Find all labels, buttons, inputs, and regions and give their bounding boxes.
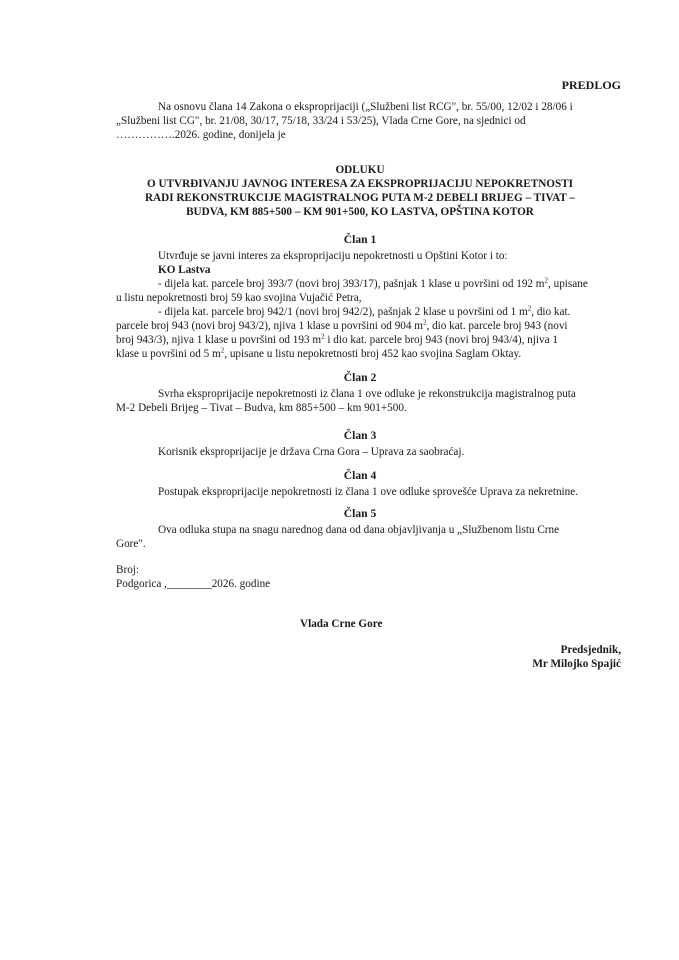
clan-2-line-1: Svrha eksproprijacije nepokretnosti iz člana 1 ove odluke je rekonstrukcija magistralnog puta: [158, 388, 576, 400]
preamble-line-3: …………….2026. godine, donijela je: [116, 129, 286, 141]
decision-title: [100, 163, 620, 219]
clan-1-heading: Član 1: [343, 233, 377, 246]
parcel-item-2g: klase u površini od 5 m: [116, 348, 221, 360]
predlog-label: PREDLOG: [561, 78, 621, 92]
parcel-item-1a: - dijela kat. parcele broj 393/7 (novi broj 393/17), pašnjak 1 klase u površini od 192 m: [158, 278, 545, 290]
sup: 2: [422, 318, 427, 327]
sup: 2: [544, 276, 549, 285]
clan-2-line-2: M-2 Debeli Brijeg – Tivat – Budva, km 885+500 – km 901+500.: [116, 402, 407, 414]
parcel-item-2f: i dio kat. parcele broj 943 (novi broj 943/4), njiva 1: [324, 334, 558, 346]
preamble-line-2: „Službeni list CG", br. 21/08, 30/17, 75/18, 33/24 i 53/25), Vlada Crne Gore, na sjednici od: [116, 115, 526, 127]
parcel-item-2a: - dijela kat. parcele broj 942/1 (novi broj 942/2), pašnjak 2 klase u površini od 1 m: [158, 306, 528, 318]
clan-4-line-1: Postupak eksproprijacije nepokretnosti iz člana 1 ove odluke sprovešće Uprava za nekretnine.: [158, 486, 579, 498]
signatory-name: Mr Milojko Spajić: [532, 658, 621, 670]
parcel-item-1b: , upisane: [548, 278, 588, 290]
ko-lastva: KO Lastva: [158, 264, 211, 276]
parcel-item-2c: parcele broj 943 (novi broj 943/2), njiva 1 klase u površini od 904 m: [116, 320, 423, 332]
sup: 2: [220, 346, 225, 355]
clan-1-body: [116, 249, 606, 361]
clan-5-line-2: Gore".: [116, 538, 146, 550]
parcel-item-1c: u listu nepokretnosti broj 59 kao svojina Vujačić Petra,: [116, 292, 362, 304]
title-line-1: ODLUKU: [335, 164, 385, 176]
sup: 2: [321, 332, 325, 341]
parcel-item-2h: , upisane u listu nepokretnosti broj 452 kao svojina Saglam Oktay.: [224, 348, 522, 360]
clan-1-intro: Utvrđuje se javni interes za eksproprijaciju nepokretnosti u Opštini Kotor i to:: [158, 250, 508, 262]
sup: 2: [527, 304, 532, 313]
title-line-2: O UTVRĐIVANJU JAVNOG INTERESA ZA EKSPROPRIJACIJU NEPOKRETNOSTI: [146, 178, 574, 190]
predsjednik-label: Predsjednik,: [560, 644, 621, 656]
broj-label: Broj:: [116, 564, 139, 576]
preamble-line-1: Na osnovu člana 14 Zakona o eksproprijaciji („Službeni list RCG", br. 55/00, 12/02 i 28/06 i: [158, 101, 573, 113]
clan-3-body: [116, 445, 606, 459]
clan-4-body: [116, 485, 606, 499]
clan-5-line-1: Ova odluka stupa na snagu narednog dana od dana objavljivanja u „Službenom listu Crne: [158, 524, 560, 536]
clan-5-heading: Član 5: [343, 507, 377, 520]
parcel-item-2d: , dio kat. parcele broj 943 (novi: [426, 320, 568, 332]
title-line-3: RADI REKONSTRUKCIJE MAGISTRALNOG PUTA M-2 DEBELI BRIJEG – TIVAT –: [144, 192, 576, 204]
preamble: [116, 100, 606, 142]
parcel-item-2b: , dio kat.: [531, 306, 571, 318]
clan-4-heading: Član 4: [343, 469, 377, 482]
parcel-item-2e: broj 943/3), njiva 1 klase u površini od 193 m: [116, 334, 322, 346]
title-line-4: BUDVA, KM 885+500 – KM 901+500, KO LASTVA, OPŠTINA KOTOR: [186, 206, 534, 218]
clan-3-line-1: Korisnik eksproprijacije je država Crna Gora – Uprava za saobraćaj.: [158, 446, 465, 458]
podgorica-date-line: Podgorica ,________2026. godine: [116, 578, 271, 590]
clan-2-body: [116, 387, 606, 415]
clan-2-heading: Član 2: [343, 371, 377, 384]
clan-3-heading: Član 3: [343, 429, 377, 442]
vlada-crne-gore: Vlada Crne Gore: [300, 618, 383, 630]
clan-5-body: [116, 523, 606, 551]
